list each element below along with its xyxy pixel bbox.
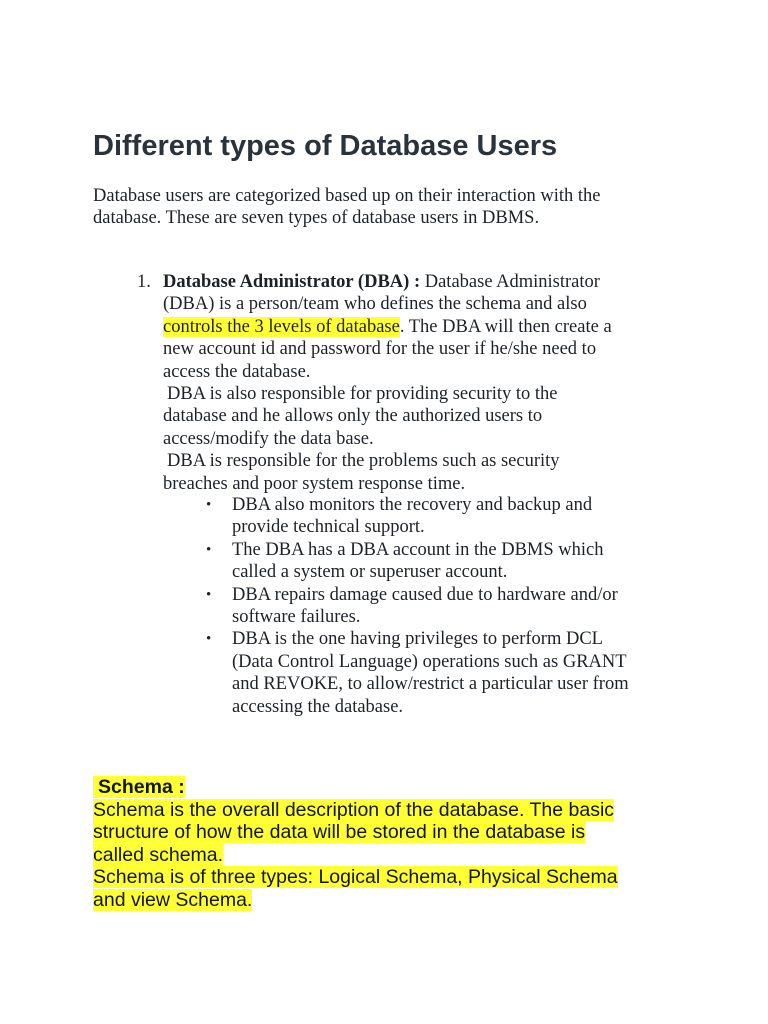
bullet-icon: • bbox=[206, 541, 212, 558]
schema-heading: Schema : bbox=[93, 776, 185, 798]
bullet-line: called a system or superuser account. bbox=[232, 562, 508, 583]
item-line: breaches and poor system response time. bbox=[163, 473, 466, 494]
bullet-icon: • bbox=[206, 631, 212, 648]
bullet-line: and REVOKE, to allow/restrict a particular user from bbox=[232, 674, 629, 695]
bullet-line: DBA repairs damage caused due to hardware and/or bbox=[232, 584, 618, 605]
item-heading: Database Administrator (DBA) : bbox=[163, 272, 421, 292]
bullet-list bbox=[93, 494, 693, 718]
item-line bbox=[163, 271, 683, 293]
bullet-icon: • bbox=[206, 497, 212, 513]
bullet-line: software failures. bbox=[232, 606, 361, 627]
schema-line bbox=[93, 889, 713, 912]
highlighted-text: controls the 3 levels of database bbox=[163, 316, 400, 337]
item-line: access/modify the data base. bbox=[163, 428, 374, 449]
bullet-line: The DBA has a DBA account in the DBMS which bbox=[232, 539, 604, 560]
bullet-icon: • bbox=[206, 586, 212, 603]
bullet-line: DBA also monitors the recovery and backup and bbox=[232, 495, 593, 515]
item-line: DBA is responsible for the problems such as security bbox=[167, 451, 560, 472]
bullet-line: (Data Control Language) operations such as GRANT bbox=[232, 651, 627, 672]
intro-line: Database users are categorized based up on their interaction with the bbox=[93, 186, 601, 206]
highlighted-text: and view Schema. bbox=[93, 888, 253, 911]
item-line: DBA is also responsible for providing security to the bbox=[167, 383, 558, 404]
highlighted-text: structure of how the data will be stored in the database is bbox=[93, 821, 586, 844]
bullet-item bbox=[93, 584, 693, 629]
list-number: 1. bbox=[137, 272, 151, 292]
schema-line bbox=[93, 799, 713, 822]
highlighted-text: Schema is of three types: Logical Schema, Physical Schema bbox=[93, 866, 618, 889]
schema-line bbox=[93, 821, 713, 844]
intro-paragraph bbox=[93, 185, 693, 230]
bullet-item bbox=[93, 494, 693, 539]
item-line: database and he allows only the authorized users to bbox=[163, 406, 543, 427]
item-line: (DBA) is a person/team who defines the schema and also bbox=[163, 294, 587, 315]
schema-line bbox=[93, 866, 713, 889]
highlighted-text: Schema is the overall description of the database. The basic bbox=[93, 798, 615, 821]
bullet-line: DBA is the one having privileges to perform DCL bbox=[232, 629, 603, 650]
schema-line bbox=[93, 844, 713, 867]
bullet-item bbox=[93, 628, 693, 718]
item-text: . The DBA will then create a bbox=[399, 316, 612, 337]
highlighted-text: called schema. bbox=[93, 843, 224, 866]
item-line: access the database. bbox=[163, 361, 311, 382]
item-line bbox=[163, 316, 683, 338]
bullet-line: accessing the database. bbox=[232, 696, 404, 717]
schema-heading-line bbox=[93, 776, 713, 799]
intro-line: database. These are seven types of database users in DBMS. bbox=[93, 208, 540, 229]
item-text: Database Administrator bbox=[420, 272, 600, 292]
page-title: Different types of Database Users bbox=[93, 130, 558, 162]
bullet-item bbox=[93, 539, 693, 584]
item-line: new account id and password for the user if he/she need to bbox=[163, 339, 597, 360]
bullet-line: provide technical support. bbox=[232, 517, 425, 538]
schema-section bbox=[93, 776, 713, 912]
list-item-body bbox=[163, 271, 683, 495]
